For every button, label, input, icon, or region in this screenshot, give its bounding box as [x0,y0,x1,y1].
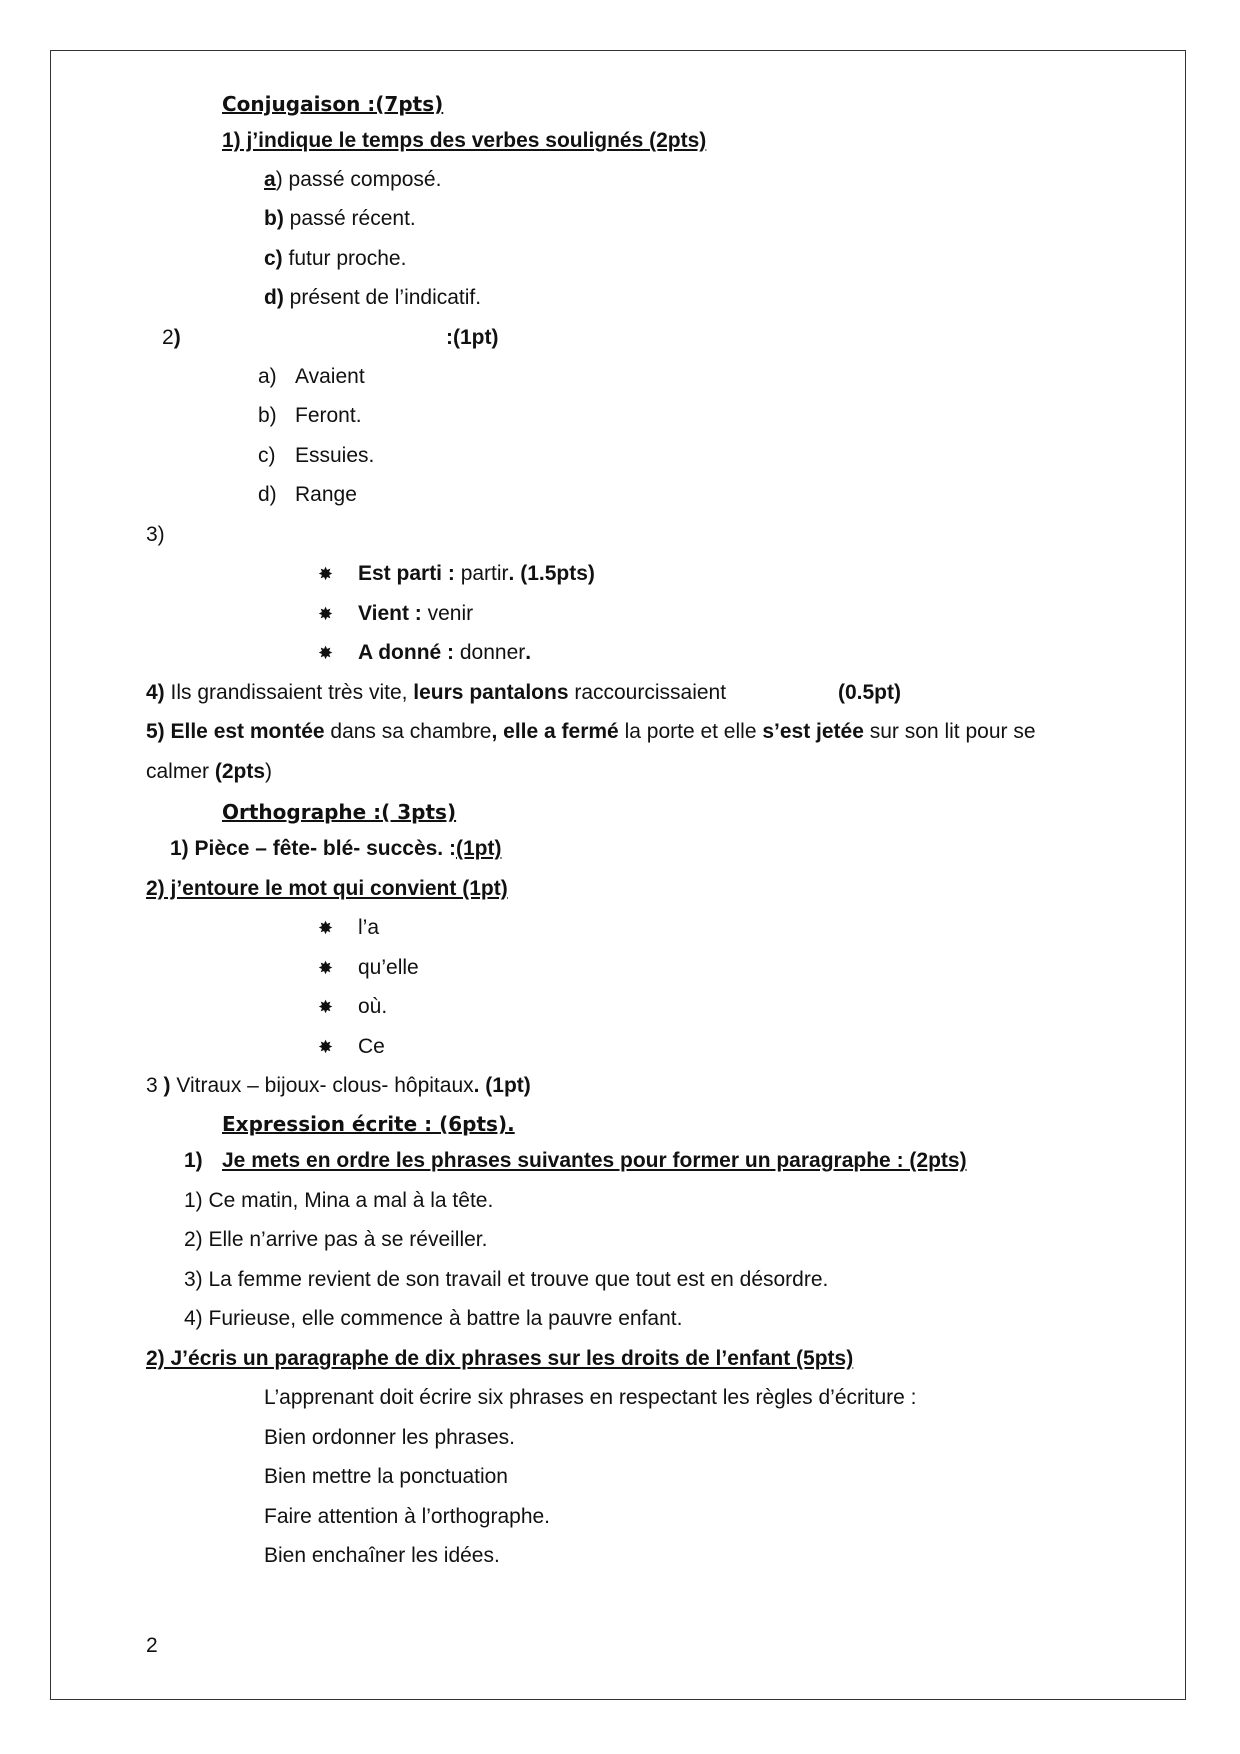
bullet-item: ✸ Vient : venir [318,600,473,628]
rule-item: L’apprenant doit écrire six phrases en respectant les règles d’écriture : [264,1386,917,1409]
question-5-line-1: 5) Elle est montée dans sa chambre, elle a fermé la porte et elle s’est jetée sur son lit pour se [146,720,1036,743]
question-4: 4) Ils grandissaient très vite, leurs pantalons raccourcissaient [146,681,727,704]
bullet-item: ✸ Est parti : partir. (1.5pts) [318,560,595,588]
orthographe-question-1: 1) Pièce – fête- blé- succès. :(1pt) [170,837,502,860]
star-bullet-icon: ✸ [318,564,334,584]
answer-item-text: Avaient [295,365,365,388]
bullet-item: ✸ l’a [318,914,379,942]
page-number: 2 [146,1634,158,1657]
question-4-points: (0.5pt) [838,681,901,704]
sentence-item: 1) Ce matin, Mina a mal à la tête. [184,1189,494,1212]
section-title-expression: Expression écrite : (6pts). [222,1112,515,1136]
expression-question-1-number: 1) [184,1149,203,1172]
question-3-number: 3) [146,523,165,546]
rule-item: Bien ordonner les phrases. [264,1426,515,1449]
answer-item: d) présent de l’indicatif. [264,286,482,309]
question-2-points: :(1pt) [446,326,499,349]
answer-item-text: Feront. [295,404,362,427]
section-title-orthographe: Orthographe :( 3pts) [222,800,457,824]
answer-item-letter: d) [258,483,277,506]
answer-item: a) passé composé. [264,168,442,191]
answer-item: c) futur proche. [264,247,407,270]
section-title-conjugaison: Conjugaison :(7pts) [222,92,444,116]
orthographe-question-3: 3 ) Vitraux – bijoux- clous- hôpitaux. (1pt) [146,1074,531,1097]
bullet-item: ✸ A donné : donner. [318,639,531,667]
question-2-number: 2) [162,326,181,349]
bullet-item: ✸ Ce [318,1033,385,1061]
expression-question-2-title: 2) J’écris un paragraphe de dix phrases sur les droits de l’enfant (5pts) [146,1347,854,1370]
star-bullet-icon: ✸ [318,997,334,1017]
star-bullet-icon: ✸ [318,1037,334,1057]
star-bullet-icon: ✸ [318,958,334,978]
answer-item-text: Range [295,483,357,506]
star-bullet-icon: ✸ [318,918,334,938]
sentence-item: 3) La femme revient de son travail et trouve que tout est en désordre. [184,1268,829,1291]
question-5-line-2: calmer (2pts) [146,760,273,783]
bullet-item: ✸ qu’elle [318,954,419,982]
question-1-title: 1) j’indique le temps des verbes soulignés (2pts) [222,129,707,152]
star-bullet-icon: ✸ [318,643,334,663]
answer-item-text: Essuies. [295,444,375,467]
rule-item: Faire attention à l’orthographe. [264,1505,551,1528]
answer-item-letter: a) [258,365,277,388]
rule-item: Bien enchaîner les idées. [264,1544,500,1567]
answer-item-letter: b) [258,404,277,427]
rule-item: Bien mettre la ponctuation [264,1465,508,1488]
answer-item-letter: c) [258,444,276,467]
answer-item: b) passé récent. [264,207,416,230]
sentence-item: 4) Furieuse, elle commence à battre la pauvre enfant. [184,1307,683,1330]
bullet-item: ✸ où. [318,993,387,1021]
orthographe-question-2-title: 2) j’entoure le mot qui convient (1pt) [146,877,508,900]
sentence-item: 2) Elle n’arrive pas à se réveiller. [184,1228,488,1251]
expression-question-1-title: Je mets en ordre les phrases suivantes pour former un paragraphe : (2pts) [222,1149,967,1172]
star-bullet-icon: ✸ [318,604,334,624]
